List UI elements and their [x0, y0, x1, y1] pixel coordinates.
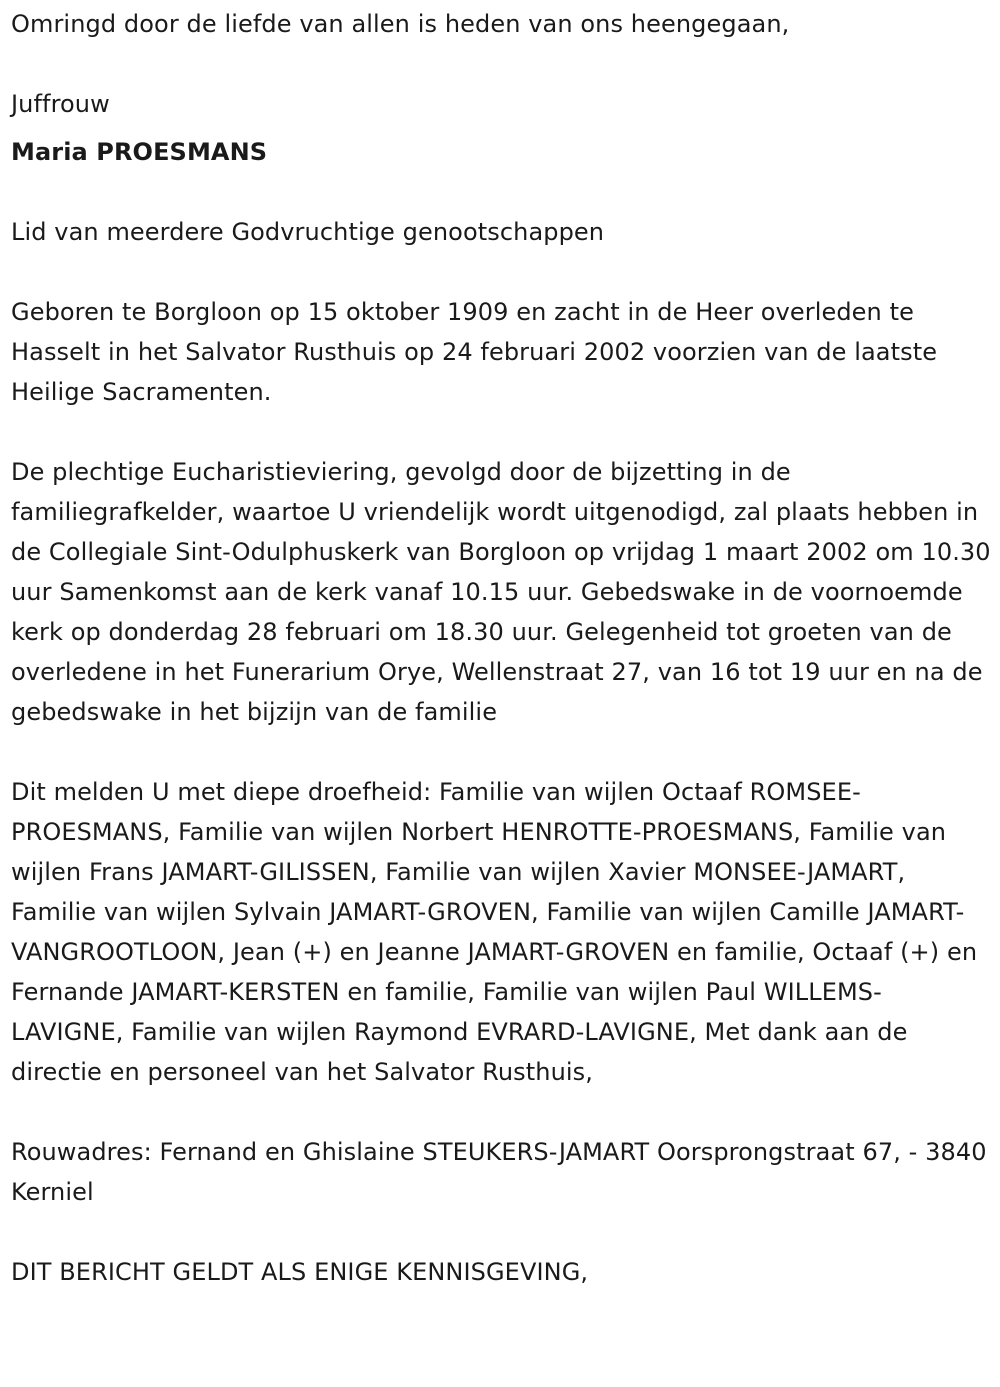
spacer — [11, 252, 993, 292]
spacer — [11, 1092, 993, 1132]
spacer — [11, 44, 993, 84]
spacer — [11, 124, 993, 132]
ceremony-paragraph: De plechtige Eucharistieviering, gevolgd door de bijzetting in de familiegrafkelder, waartoe U vriendelijk wordt uitgenodigd, zal plaats hebben in de Collegiale Sint-Odulphuskerk van Borgloon op vrijdag 1 maart 2002 om 10.30 uur Samenkomst aan de kerk vanaf 10.15 uur. Gebedswake in de voornoemde kerk op donderdag 28 februari om 18.30 uur. Gelegenheid tot groeten van de overledene in het Funerarium Orye, Wellenstraat 27, van 16 tot 19 uur en na de gebedswake in het bijzijn van de familie — [11, 458, 991, 726]
closing-statement: DIT BERICHT GELDT ALS ENIGE KENNISGEVING, — [11, 1258, 589, 1286]
spacer — [11, 412, 993, 452]
deceased-name: Maria PROESMANS — [11, 138, 268, 166]
families-paragraph: Dit melden U met diepe droefheid: Familie van wijlen Octaaf ROMSEE-PROESMANS, Familie van wijlen Norbert HENROTTE-PROESMANS, Familie van wijlen Frans JAMART-GILISSEN, Familie van wijlen Xavier MONSEE-JAMART, Familie van wijlen Sylvain JAMART-GROVEN, Familie van wijlen Camille JAMART-VANGROOTLOON, Jean (+) en Jeanne JAMART-GROVEN en familie, Octaaf (+) en Fernande JAMART-KERSTEN en familie, Familie van wijlen Paul WILLEMS-LAVIGNE, Familie van wijlen Raymond EVRARD-LAVIGNE, Met dank aan de directie en personeel van het Salvator Rusthuis, — [11, 778, 978, 1086]
intro-text: Omringd door de liefde van allen is heden van ons heengegaan, — [11, 10, 790, 38]
membership-text: Lid van meerdere Godvruchtige genootschappen — [11, 218, 605, 246]
spacer — [11, 1212, 993, 1252]
death-notice — [11, 4, 993, 1292]
mourning-address: Rouwadres: Fernand en Ghislaine STEUKERS-JAMART Oorsprongstraat 67, - 3840 Kerniel — [11, 1138, 987, 1206]
deceased-title: Juffrouw — [11, 90, 110, 118]
birth-death-paragraph: Geboren te Borgloon op 15 oktober 1909 en zacht in de Heer overleden te Hasselt in het Salvator Rusthuis op 24 februari 2002 voorzien van de laatste Heilige Sacramenten. — [11, 298, 938, 406]
spacer — [11, 172, 993, 212]
spacer — [11, 732, 993, 772]
